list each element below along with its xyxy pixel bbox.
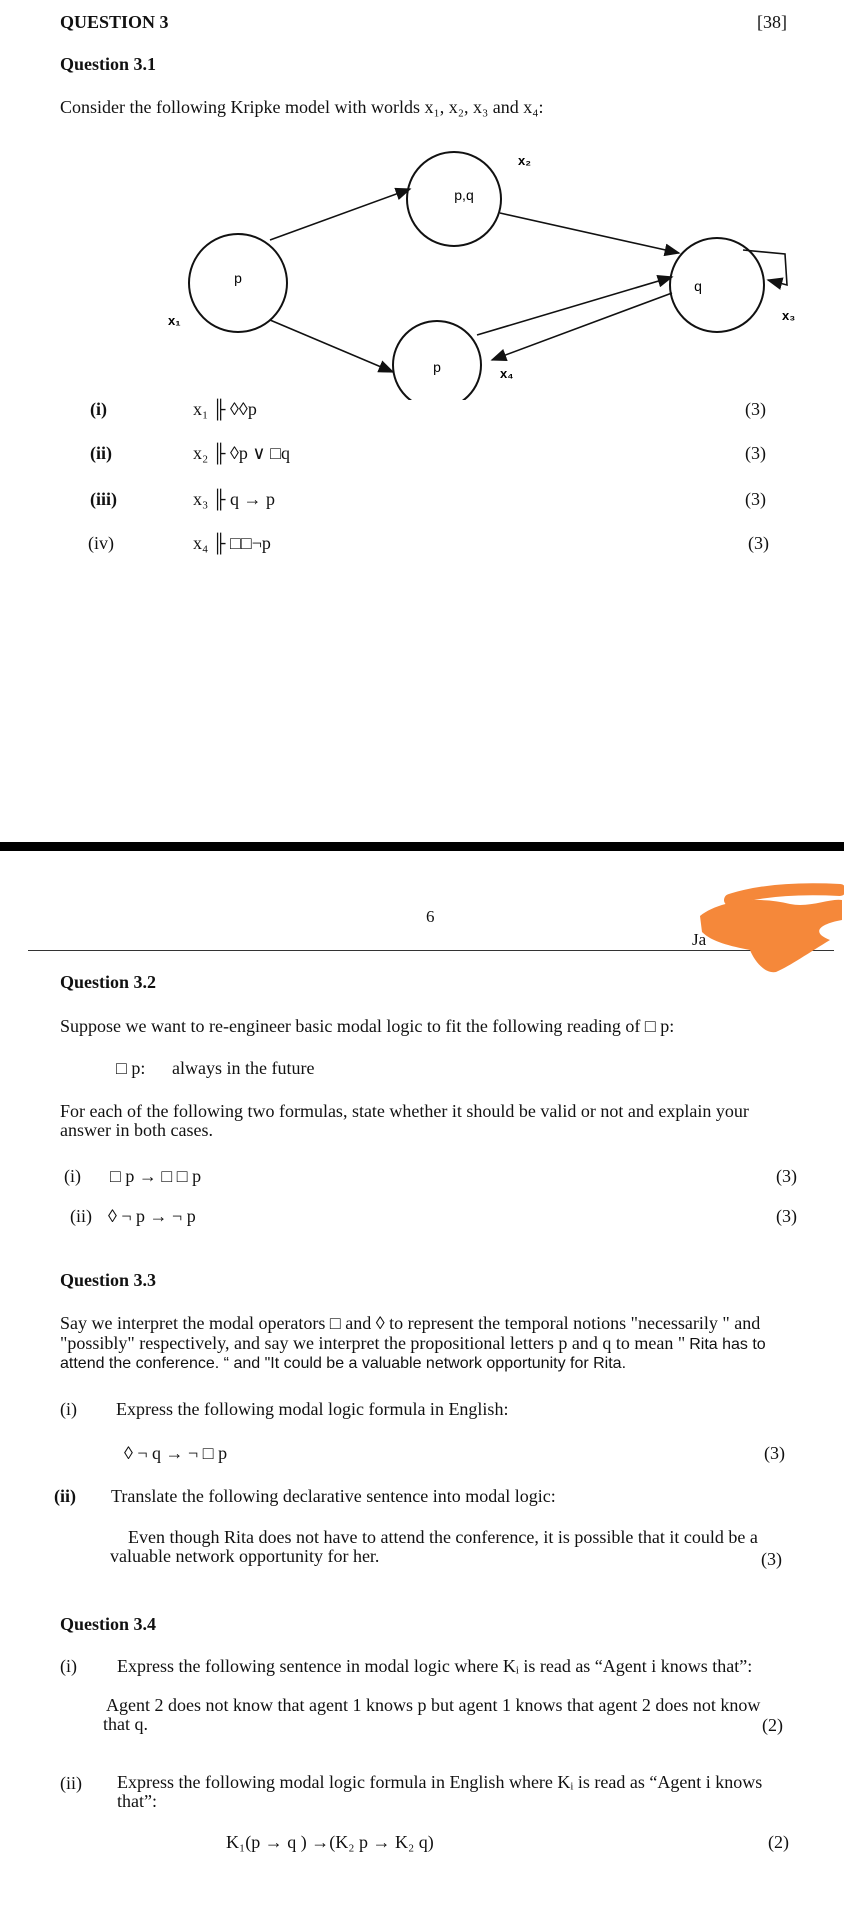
q33-i-marks: (3) <box>764 1443 785 1463</box>
q34-ii-num: (ii) <box>60 1773 82 1793</box>
question-3-3-heading: Question 3.3 <box>60 1270 157 1290</box>
world-x2-label: x₂ <box>518 153 532 168</box>
q33-ii-marks: (3) <box>761 1549 782 1569</box>
q32-item-i-marks: (3) <box>776 1166 797 1186</box>
world-x4-valuation: p <box>433 359 441 375</box>
edge-x1-x4 <box>270 320 393 372</box>
question-3-1-intro: Consider the following Kripke model with worlds x₁, x₂, x₃ and x₄: <box>60 97 544 117</box>
q31-item-ii-marks: (3) <box>745 443 766 463</box>
q31-item-i-formula: x₁ ╟ ◊◊p <box>193 399 257 419</box>
question-3-2-heading: Question 3.2 <box>60 972 157 992</box>
page-number: 6 <box>426 907 435 926</box>
question-3-marks: [38] <box>757 12 787 32</box>
q33-i-formula: ◊ ¬ q → ¬ □ p <box>124 1443 228 1463</box>
world-x4-label: x₄ <box>500 366 514 381</box>
question-3-1-heading: Question 3.1 <box>60 54 157 74</box>
question-3-heading: QUESTION 3 <box>60 12 169 32</box>
redaction-scribble <box>690 880 844 976</box>
reading-text: always in the future <box>172 1058 315 1078</box>
q31-item-iv-marks: (3) <box>748 533 769 553</box>
q34-i-num: (i) <box>60 1656 77 1676</box>
q32-item-ii-marks: (3) <box>776 1206 797 1226</box>
q32-item-ii-formula: ◊ ¬ p → ¬ p <box>108 1206 196 1226</box>
q32-item-ii-num: (ii) <box>70 1206 92 1226</box>
edge-x2-x3 <box>500 213 679 253</box>
world-x3-label: x₃ <box>782 308 796 323</box>
q31-item-iii-marks: (3) <box>745 489 766 509</box>
question-3-4-heading: Question 3.4 <box>60 1614 157 1634</box>
q31-item-ii-formula: x₂ ╟ ◊p ∨ □q <box>193 443 290 463</box>
q31-item-iii-formula: x₃ ╟ q → p <box>193 489 276 509</box>
q33-i-text: Express the following modal logic formula in English: <box>116 1399 509 1419</box>
date-fragment: Ja <box>692 930 707 949</box>
q32-item-i-num: (i) <box>64 1166 81 1186</box>
q31-item-i-marks: (3) <box>745 399 766 419</box>
q31-item-iii-num: (iii) <box>90 489 117 509</box>
question-3-2-instruction: For each of the following two formulas, state whether it should be valid or not and explain your answer in both cases. <box>60 1101 749 1140</box>
edge-x4-x3 <box>477 277 672 335</box>
reading-symbol: □ p: <box>116 1058 146 1078</box>
world-x1-valuation: p <box>234 270 242 286</box>
q34-ii-formula: K₁(p → q ) →(K₂ p → K₂ q) <box>226 1832 434 1852</box>
q31-item-i-num: (i) <box>90 399 107 419</box>
edge-x1-x2 <box>270 189 410 240</box>
q34-ii-text: Express the following modal logic formula in English where Kᵢ is read as “Agent i knows that”: <box>117 1772 763 1811</box>
q34-ii-marks: (2) <box>768 1832 789 1852</box>
q33-ii-sentence: Even though Rita does not have to attend the conference, it is possible that it could be a valuable network opportunity for her. <box>110 1527 758 1566</box>
world-x2-valuation: p,q <box>454 187 474 203</box>
question-3-2-intro: Suppose we want to re-engineer basic modal logic to fit the following reading of □ p: <box>60 1016 675 1036</box>
q31-item-ii-num: (ii) <box>90 443 112 463</box>
world-x3-node <box>670 238 764 332</box>
q34-i-marks: (2) <box>762 1715 783 1735</box>
q33-intro-sans: Rita has to attend the conference. “ and "It could be a valuable network opportunity for Rita. <box>60 1336 766 1372</box>
q31-item-iv-num: (iv) <box>88 533 114 553</box>
q33-ii-text: Translate the following declarative sentence into modal logic: <box>111 1486 556 1506</box>
page-divider <box>0 842 844 851</box>
q33-i-num: (i) <box>60 1399 77 1419</box>
edge-x3-reflexive <box>743 250 787 285</box>
q32-item-i-formula: □ p → □ □ p <box>110 1166 202 1186</box>
world-x3-valuation: q <box>694 278 702 294</box>
q34-i-sentence: Agent 2 does not know that agent 1 knows p but agent 1 knows that agent 2 does not know that q. <box>103 1695 761 1734</box>
q33-ii-num: (ii) <box>54 1486 76 1506</box>
q31-item-iv-formula: x₄ ╟ □□¬p <box>193 533 271 553</box>
question-3-3-intro <box>60 1314 800 1373</box>
kripke-model-diagram <box>0 140 844 400</box>
world-x1-label: x₁ <box>168 313 181 328</box>
q34-i-text: Express the following sentence in modal logic where Kᵢ is read as “Agent i knows that”: <box>117 1656 753 1676</box>
q33-intro-main: Say we interpret the modal operators □ and ◊ to represent the temporal notions "necessarily " and "possibly" respectively, and say we interpret the propositional letters p and q to mean " <box>60 1313 761 1353</box>
